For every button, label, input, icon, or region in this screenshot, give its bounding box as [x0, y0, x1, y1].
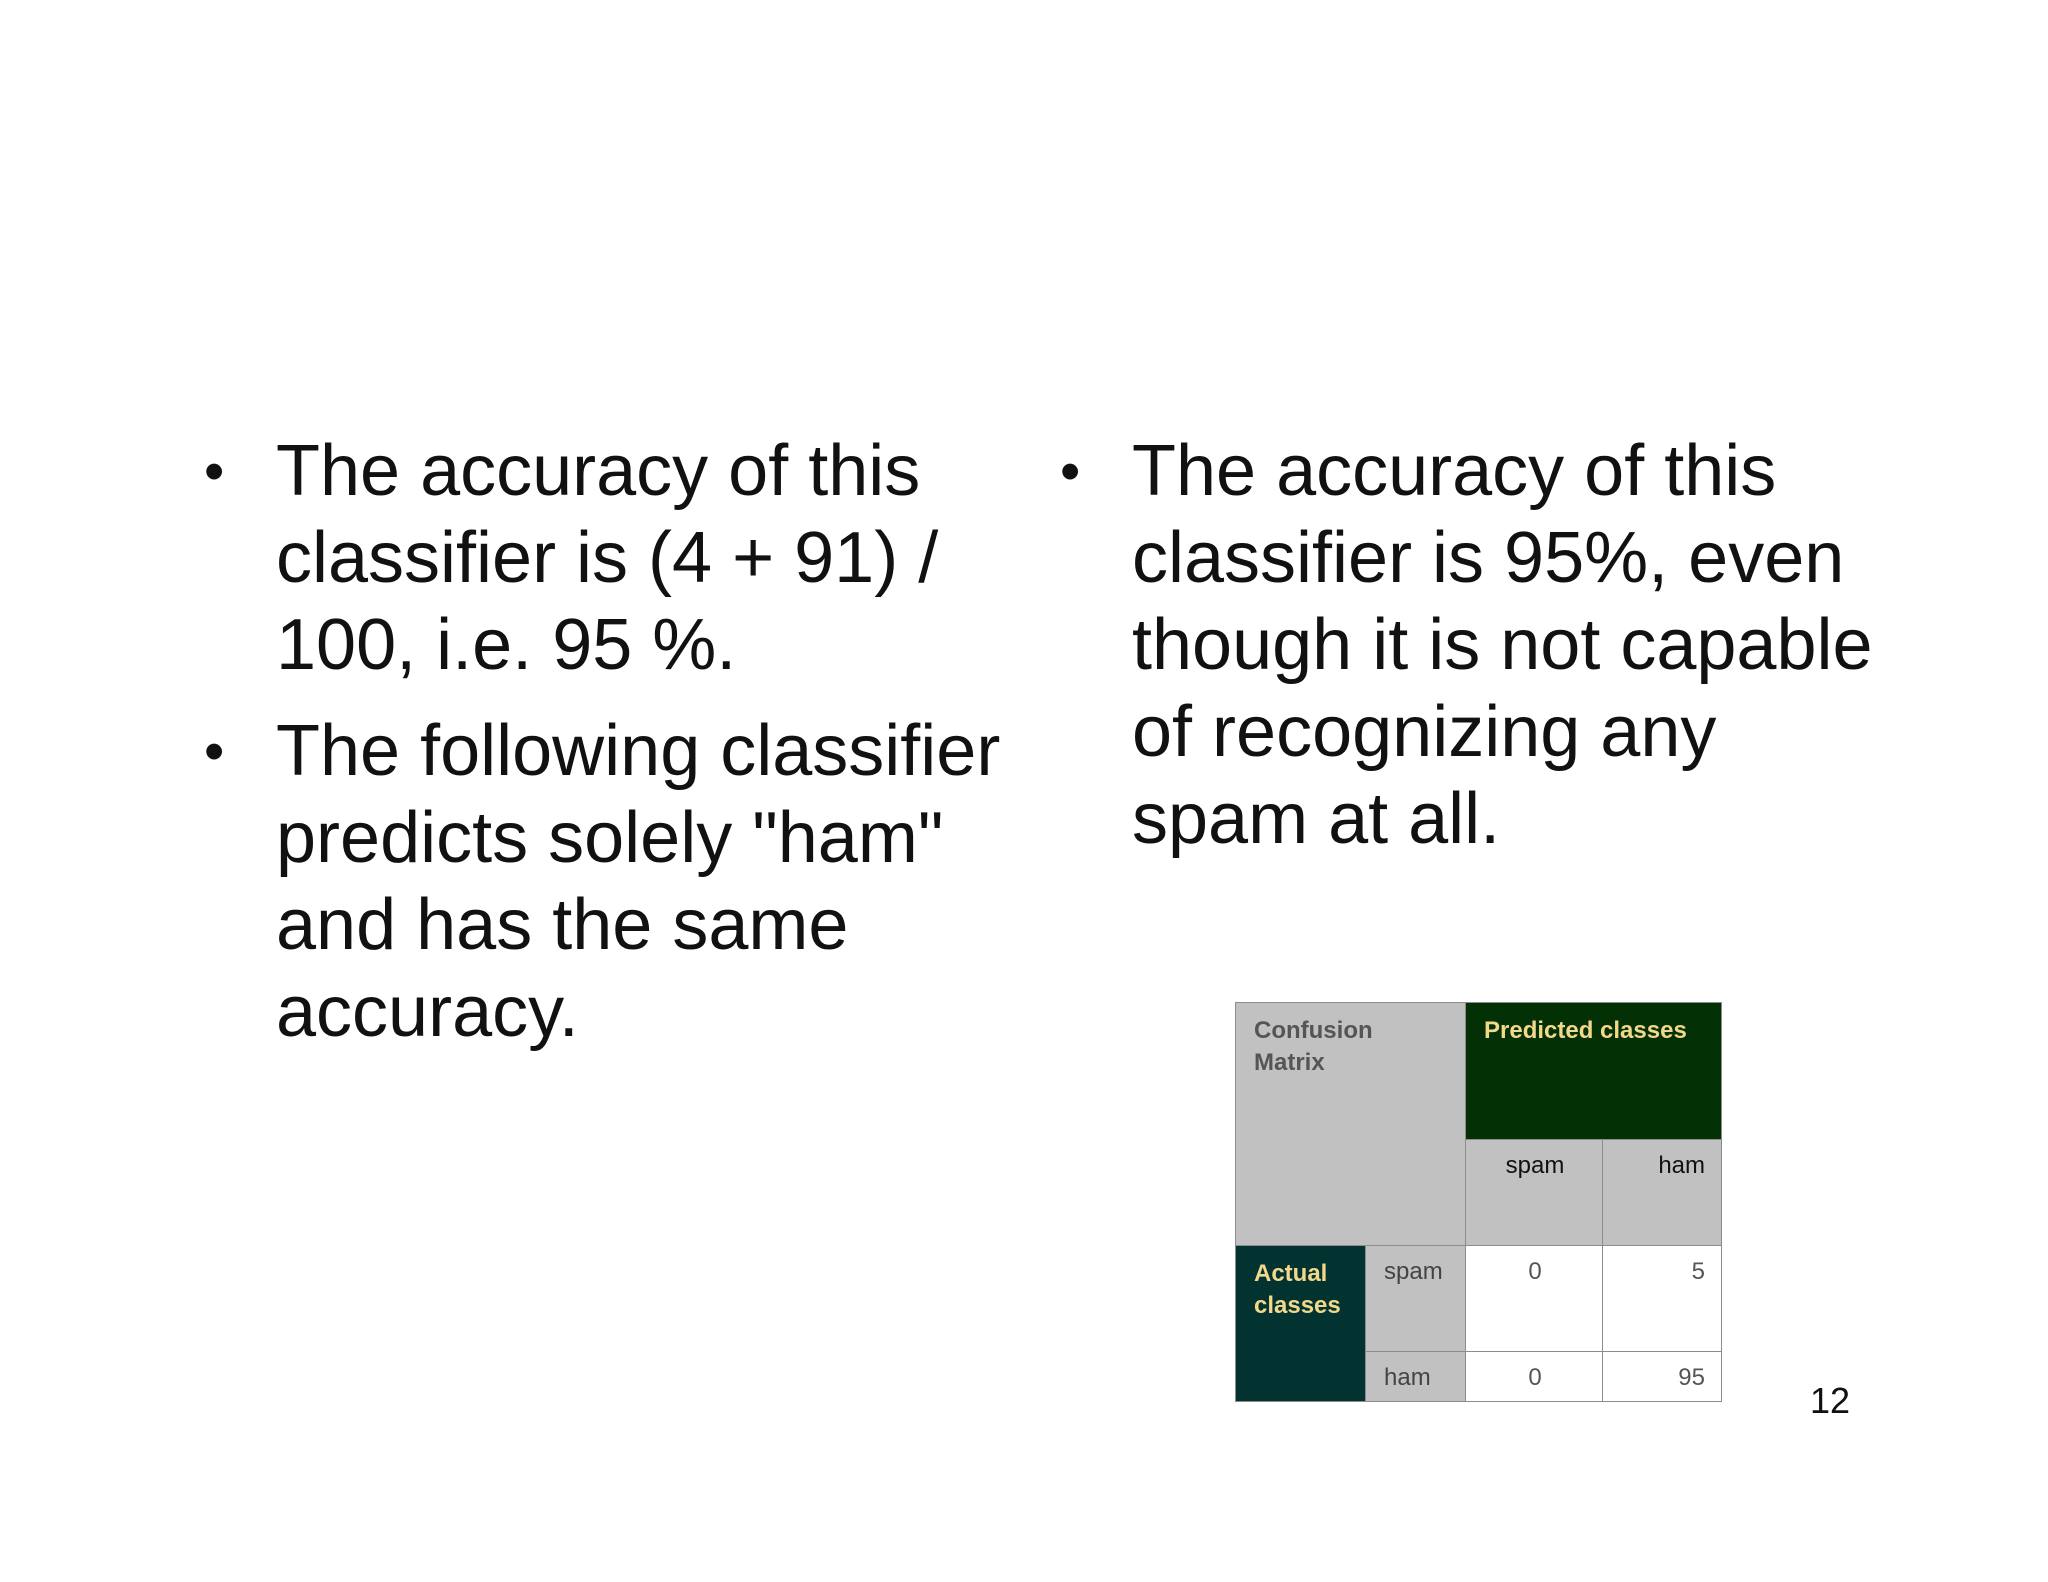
predicted-class-spam: spam: [1466, 1140, 1603, 1246]
bullet-text: The following classifier predicts solely "ham" and has the same accuracy.: [276, 711, 1001, 1052]
predicted-classes-header: Predicted classes: [1466, 1003, 1722, 1140]
matrix-cell: 0: [1466, 1352, 1603, 1402]
bullet-item: [204, 428, 1004, 689]
bullet-icon: •: [204, 719, 225, 784]
actual-class-spam: spam: [1366, 1246, 1466, 1352]
confusion-matrix-table: [1235, 1002, 1722, 1402]
matrix-cell: 0: [1466, 1246, 1603, 1352]
page-number: 12: [1810, 1380, 1851, 1421]
bullet-icon: •: [204, 439, 225, 504]
actual-classes-header: Actual classes: [1236, 1246, 1366, 1402]
bullet-item: [1060, 428, 1900, 863]
matrix-cell: 95: [1603, 1352, 1722, 1402]
actual-class-ham: ham: [1366, 1352, 1466, 1402]
predicted-class-ham: ham: [1603, 1140, 1722, 1246]
right-bullet-list: [1060, 428, 1900, 882]
bullet-icon: •: [1060, 439, 1081, 504]
matrix-corner-label: Confusion Matrix: [1236, 1003, 1466, 1246]
left-bullet-list: [204, 428, 1004, 1075]
bullet-item: [204, 708, 1004, 1056]
matrix-cell: 5: [1603, 1246, 1722, 1352]
bullet-text: The accuracy of this classifier is 95%, even though it is not capable of recognizing any spam at all.: [1132, 431, 1873, 859]
bullet-text: The accuracy of this classifier is (4 + 91) / 100, i.e. 95 %.: [276, 431, 939, 685]
